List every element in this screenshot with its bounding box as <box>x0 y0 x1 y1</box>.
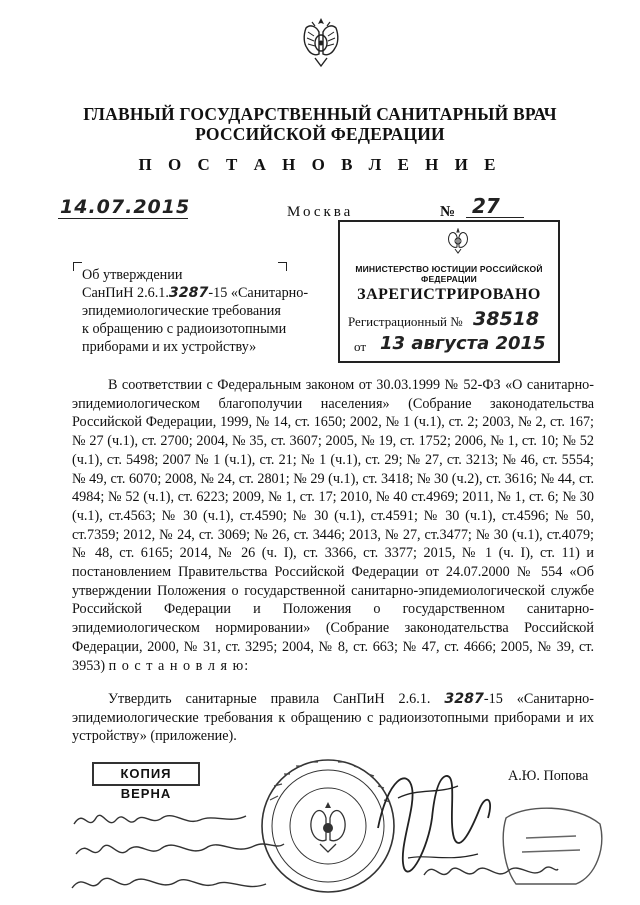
stamp-date-label: от <box>354 339 367 354</box>
document-date: 14.07.2015 <box>60 196 191 218</box>
registration-stamp <box>338 220 560 363</box>
subject-sanpin-suffix: -15 «Санитарно- <box>208 285 309 301</box>
subject-line-4: к обращению с радиоизотопными <box>82 321 287 337</box>
subject-sanpin-number: 3287 <box>168 285 209 301</box>
resolution-prefix: Утвердить санитарные правила СанПиН 2.6.1. <box>108 691 431 707</box>
stamp-reg-label: Регистрационный № <box>348 314 463 329</box>
subject-line-3: эпидемиологические требования <box>82 303 281 319</box>
stamp-date-value: 13 августа 2015 <box>380 333 546 354</box>
resolution-number: 3287 <box>444 691 484 707</box>
subject-sanpin-prefix: СанПиН 2.6.1. <box>82 285 169 301</box>
signer-name: А.Ю. Попова <box>508 768 589 784</box>
copy-verified-stamp: КОПИЯ ВЕРНА <box>92 762 200 786</box>
header-line-2: РОССИЙСКОЙ ФЕДЕРАЦИИ <box>195 124 445 144</box>
subject-corner-left <box>73 262 82 271</box>
number-underline <box>466 217 524 218</box>
subject-block <box>82 266 312 356</box>
resolve-word: п о с т а н о в л я ю: <box>108 657 250 674</box>
subject-line-1: Об утверждении <box>82 267 183 283</box>
document-number: 27 <box>472 194 500 218</box>
handwritten-surname <box>420 855 560 889</box>
stamp-status: ЗАРЕГИСТРИРОВАНО <box>357 286 541 303</box>
coat-of-arms-emblem <box>298 14 344 72</box>
preamble-paragraph <box>72 376 594 675</box>
handwritten-note <box>70 802 290 902</box>
subject-line-5: приборами и их устройству» <box>82 339 257 355</box>
number-label: № <box>440 204 456 220</box>
city: Москва <box>287 204 354 220</box>
header-line-1: ГЛАВНЫЙ ГОСУДАРСТВЕННЫЙ САНИТАРНЫЙ ВРАЧ <box>83 104 557 124</box>
subject-line-2 <box>82 284 312 302</box>
stamp-reg-number: 38518 <box>473 308 540 330</box>
resolution-paragraph <box>72 690 594 746</box>
stamp-ministry: МИНИСТЕРСТВО ЮСТИЦИИ РОССИЙСКОЙ ФЕДЕРАЦИИ <box>355 264 543 284</box>
document-type: П О С Т А Н О В Л Е Н И Е <box>138 155 502 174</box>
date-underline <box>58 218 188 219</box>
stamp-emblem-icon <box>446 228 470 254</box>
preamble-text: В соответствии с Федеральным законом от 30.03.1999 № 52-ФЗ «О санитарно-эпидемиологическом благополучии населения» (Собрание законодательства Российской Федерации, 1999, № 14, ст. 1650; 2002, № 1 (ч.1), ст. 2; 2003, № 2, ст. 167; № 27 (ч.1), ст. 2700; 2004, № 35, ст. 3607; 2005, № 19, ст. 1752; 2006, № 1, ст. 10; № 52 (ч.1), ст. 5498; 2007 № 1 (ч.1), ст. 21; № 1 (ч.1), ст. 29; № 27, ст. 3213; № 46, ст. 5554; № 49, ст. 6070; 2008, № 24, ст. 2801; № 29 (ч.1), ст. 3418; № 30 (ч.2), ст. 3616; № 44, ст. 4984; № 52 (ч.1), ст. 6223; 2009, № 1, ст. 17; 2010, № 40 ст.4969; 2011, № 1, ст. 6; № 30 (ч.1), ст.4563; № 30 (ч.1), ст.4590; № 30 (ч.1), ст.4591; № 30 (ч.1), ст.4596; № 50, ст.7359; 2012, № 24, ст. 3069; № 26, ст. 3446; 2013, № 27, ст.3477; № 30 (ч.1), ст.4079; № 48, ст. 6165; 2014, № 26 (ч. I), ст. 3366, ст. 3377; 2015, № 1 (ч. I), ст. 11) и постановлением Правительства Российской Федерации от 24.07.2000 № 554 «Об утверждении Положения о государственной санитарно-эпидемиологической службе Российской Федерации и Положения о государственном санитарно-эпидемиологическом нормировании» (Собрание законодательства Российской Федерации, 2000, № 31, ст. 3295; 2004, № 8, ст. 663; № 47, ст. 4666; 2005, № 39, ст. 3953) <box>72 377 594 674</box>
resolution-suffix: -15 «Санитарно-эпидемиологические требования к обращению с радиоизотопными приборами и их устройству» (приложение). <box>72 691 594 745</box>
